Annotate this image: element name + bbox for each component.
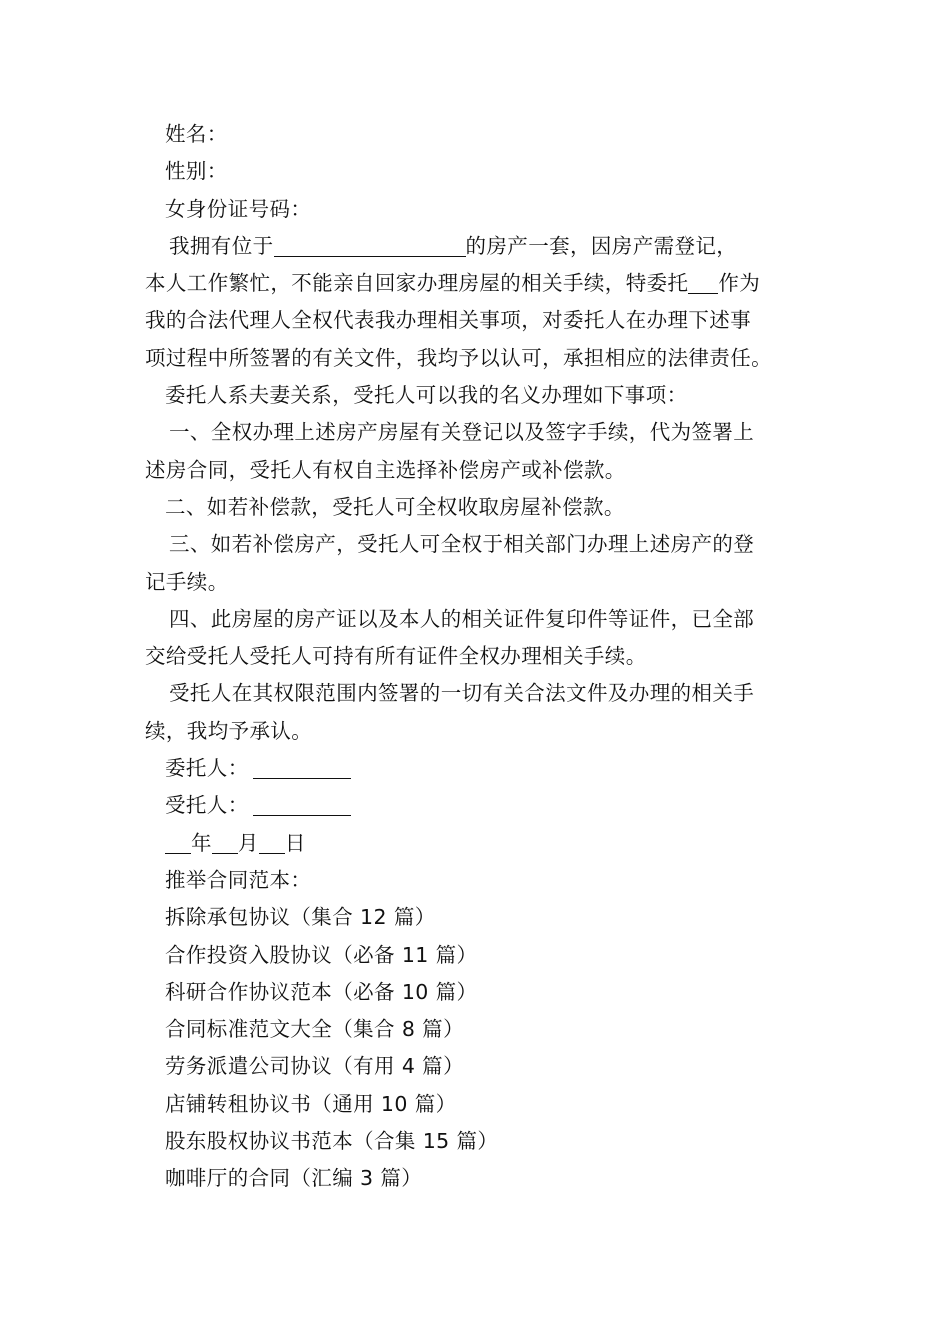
recommend-list xyxy=(145,899,810,1197)
day-label: 日 xyxy=(284,830,306,855)
paragraph-1-line-3 xyxy=(145,302,810,339)
list-item[interactable]: 拆除承包协议（集合 12 篇） xyxy=(165,905,436,930)
paragraph-3-line-1 xyxy=(145,675,810,712)
agent-sign-blank xyxy=(253,793,351,816)
p1-text-e: 我的合法代理人全权代表我办理相关事项，对委托人在办理下述事 xyxy=(145,308,752,333)
p3-text-a: 受托人在其权限范围内签署的一切有关合法文件及办理的相关手 xyxy=(169,681,755,706)
p1-text-a: 我拥有位于 xyxy=(169,233,274,258)
item-4-line-1 xyxy=(145,601,810,638)
address-blank xyxy=(274,234,466,257)
list-item[interactable]: 股东股权协议书范本（合集 15 篇） xyxy=(165,1129,499,1154)
agent-label: 受托人： xyxy=(165,793,249,818)
p3-text-b: 续，我均予承认。 xyxy=(145,718,313,743)
id-label: 女身份证号码： xyxy=(165,196,312,221)
p1-text-f: 项过程中所签署的有关文件，我均予以认可，承担相应的法律责任。 xyxy=(145,345,772,370)
item1-text-b: 述房合同，受托人有权自主选择补偿房产或补偿款。 xyxy=(145,457,626,482)
principal-signature xyxy=(145,750,810,787)
day-blank xyxy=(259,831,285,854)
item-2 xyxy=(145,489,810,526)
principal-blank xyxy=(253,756,351,779)
recommend-heading xyxy=(145,862,810,899)
gender-label: 性别： xyxy=(165,159,228,184)
item3-text-b: 记手续。 xyxy=(145,569,229,594)
item-3-line-1 xyxy=(145,526,810,563)
p1-text-d: 作为 xyxy=(718,271,761,296)
recommend-heading-text: 推举合同范本： xyxy=(165,867,312,892)
principal-label: 委托人： xyxy=(165,756,249,781)
p1-text-c: 本人工作繁忙，不能亲自回家办理房屋的相关手续，特委托 xyxy=(145,271,689,296)
month-blank xyxy=(212,831,238,854)
item2-text: 二、如若补偿款，受托人可全权收取房屋补偿款。 xyxy=(165,494,625,519)
year-blank xyxy=(165,831,191,854)
name-label: 姓名： xyxy=(165,122,228,146)
paragraph-3-line-2 xyxy=(145,713,810,750)
list-item[interactable]: 店铺转租协议书（通用 10 篇） xyxy=(165,1091,457,1116)
item4-text-a: 四、此房屋的房产证以及本人的相关证件复印件等证件，已全部 xyxy=(169,606,755,631)
list-item[interactable]: 合同标准范文大全（集合 8 篇） xyxy=(165,1017,464,1042)
power-of-attorney-document xyxy=(145,116,810,1198)
gender-field xyxy=(145,153,810,190)
list-item[interactable]: 咖啡厅的合同（汇编 3 篇） xyxy=(165,1166,423,1191)
item1-text-a: 一、全权办理上述房产房屋有关登记以及签字手续，代为签署上 xyxy=(169,420,755,445)
paragraph-2 xyxy=(145,377,810,414)
name-field xyxy=(145,116,810,153)
paragraph-1-line-4 xyxy=(145,340,810,377)
agent-signature xyxy=(145,787,810,824)
item-1-line-2 xyxy=(145,452,810,489)
item-4-line-2 xyxy=(145,638,810,675)
item-3-line-2 xyxy=(145,564,810,601)
agent-blank xyxy=(688,271,718,294)
p2-text: 委托人系夫妻关系，受托人可以我的名义办理如下事项： xyxy=(165,383,688,408)
item4-text-b: 交给受托人受托人可持有所有证件全权办理相关手续。 xyxy=(145,644,647,669)
list-item[interactable]: 科研合作协议范本（必备 10 篇） xyxy=(165,979,478,1004)
month-label: 月 xyxy=(237,830,259,855)
id-field xyxy=(145,191,810,228)
paragraph-1-line-2 xyxy=(145,265,810,302)
year-label: 年 xyxy=(191,830,212,855)
list-item[interactable]: 合作投资入股协议（必备 11 篇） xyxy=(165,942,478,967)
list-item[interactable]: 劳务派遣公司协议（有用 4 篇） xyxy=(165,1054,464,1079)
item-1-line-1 xyxy=(145,414,810,451)
date-line xyxy=(145,825,810,862)
item3-text-a: 三、如若补偿房产，受托人可全权于相关部门办理上述房产的登 xyxy=(169,532,755,557)
paragraph-1-line-1 xyxy=(145,228,810,265)
p1-text-b: 的房产一套，因房产需登记， xyxy=(465,233,738,258)
